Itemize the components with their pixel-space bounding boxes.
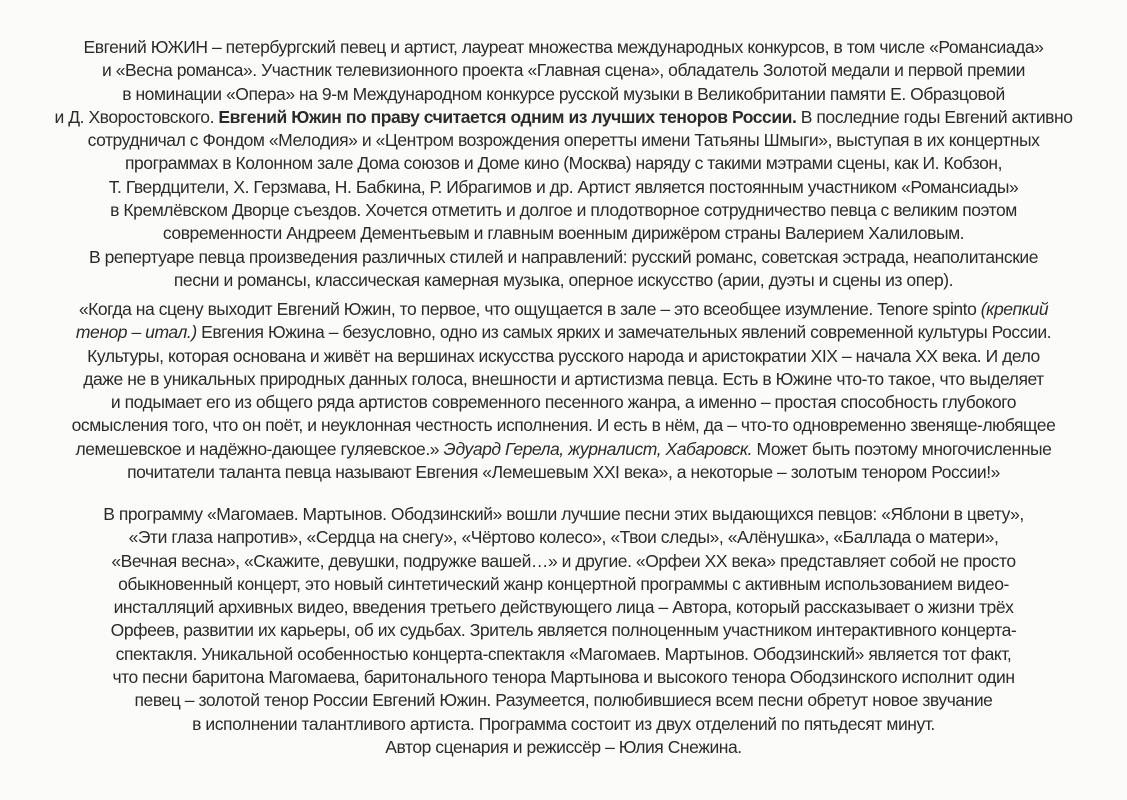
text-line: [0, 503, 1127, 526]
text-segment: Евгения Южина – безусловно, одно из самых ярких и замечательных явлений современной культуры России.: [196, 322, 1052, 343]
text-line: [0, 106, 1127, 129]
text-segment: песни и романсы, классическая камерная музыка, оперное искусство (арии, дуэты и сцены из опер).: [173, 269, 954, 290]
text-line: [0, 713, 1127, 736]
text-segment: обыкновенный концерт, это новый синтетический жанр концертной программы с активным использованием видео-: [118, 573, 1009, 594]
text-segment: современности Андреем Дементьевым и главным военным дирижёром страны Валерием Халиловым.: [162, 223, 965, 244]
text-segment: В последние годы Евгений активно: [796, 106, 1073, 127]
italic-text: (крепкий: [980, 299, 1049, 319]
text-line: [0, 222, 1127, 245]
text-segment: программах в Колонном зале Дома союзов и Доме кино (Москва) наряду с такими мэтрами сцены, как И. Кобзон,: [125, 153, 1002, 174]
text-line: [0, 152, 1127, 175]
text-segment: «Вечная весна», «Скажите, девушки, подружке вашей…» и другие. «Орфеи XX века» представляет собой не просто: [111, 550, 1016, 571]
text-line: [0, 59, 1127, 82]
italic-text: тенор – итал.): [75, 322, 197, 343]
text-segment: что песни баритона Магомаева, баритонального тенора Мартынова и высокого тенора Ободзинского исполнит один: [112, 667, 1015, 688]
text-segment: «Эти глаза напротив», «Сердца на снегу», «Чёртово колесо», «Твои следы», «Алёнушка», «Баллада о матери»,: [128, 527, 999, 548]
italic-text: Эдуард Герела, журналист, Хабаровск.: [443, 438, 753, 459]
text-segment: В программу «Магомаев. Мартынов. Ободзинский» вошли лучшие песни этих выдающихся певцов: «Яблони в цвету»,: [103, 504, 1024, 524]
text-segment: Евгений ЮЖИН – петербургский певец и артист, лауреат множества международных конкурсов, в том числе «Романсиада»: [83, 37, 1044, 57]
text-segment: в исполнении талантливого артиста. Программа состоит из двух отделений по пятьдесят минут.: [192, 713, 935, 734]
text-segment: и Д. Хворостовского.: [54, 106, 219, 127]
text-line: [0, 246, 1127, 269]
text-line: [0, 36, 1127, 59]
bold-text: Евгений Южин по праву считается одним из лучших теноров России.: [218, 106, 797, 127]
paragraph-biography: [0, 36, 1127, 292]
text-segment: «Когда на сцену выходит Евгений Южин, то первое, что ощущается в зале – это всеобщее изумление. Tenore spinto: [78, 299, 981, 319]
text-segment: Автор сценария и режиссёр – Юлия Снежина.: [385, 736, 742, 757]
text-line: [0, 573, 1127, 596]
text-segment: В репертуаре певца произведения различных стилей и направлений: русский романс, советская эстрада, неаполитанские: [88, 246, 1039, 267]
text-segment: в номинации «Опера» на 9-м Международном конкурсе русской музыки в Великобритании памяти Е. Образцовой: [122, 83, 1005, 104]
text-line: [0, 438, 1127, 461]
text-segment: и «Весна романса». Участник телевизионного проекта «Главная сцена», обладатель Золотой медали и первой премии: [102, 60, 1025, 81]
text-line: [0, 391, 1127, 414]
text-line: [0, 345, 1127, 368]
text-segment: Культуры, которая основана и живёт на вершинах искусства русского народа и аристократии XIX – начала XX века. И дело: [87, 345, 1040, 366]
text-line: [0, 736, 1127, 759]
text-segment: Орфеев, развитии их карьеры, об их судьбах. Зритель является полноценным участником интерактивного концерта-: [110, 620, 1017, 641]
text-line: [0, 619, 1127, 642]
text-line: [0, 550, 1127, 573]
text-line: [0, 129, 1127, 152]
text-line: [0, 643, 1127, 666]
text-segment: даже не в уникальных природных данных голоса, внешности и артистизма певца. Есть в Южине что-то такое, что выделяет: [83, 368, 1044, 389]
paragraph-review-quote: [0, 298, 1127, 484]
text-line: [0, 461, 1127, 484]
text-line: [0, 666, 1127, 689]
text-segment: в Кремлёвском Дворце съездов. Хочется отметить и долгое и плодотворное сотрудничество певца с великим поэтом: [110, 200, 1017, 221]
text-segment: и подымает его из общего ряда артистов современного песенного жанра, а именно – простая способность глубокого: [110, 392, 1017, 413]
text-segment: осмысления того, что он поёт, и неуклонная честность исполнения. И есть в нём, да – что-то одновременно звеняще-любящее: [71, 415, 1056, 436]
text-line: [0, 368, 1127, 391]
text-segment: инсталляций архивных видео, введения третьего действующего лица – Автора, который рассказывает о жизни трёх: [113, 597, 1014, 618]
text-segment: Т. Гвердцители, Х. Герзмава, Н. Бабкина, Р. Ибрагимов и др. Артист является постоянным участником «Романсиады»: [108, 176, 1019, 197]
text-line: [0, 526, 1127, 549]
text-line: [0, 176, 1127, 199]
text-segment: лемешевское и надёжно-дающее гуляевское.»: [75, 438, 444, 459]
text-line: [0, 199, 1127, 222]
text-segment: Может быть поэтому многочисленные: [752, 438, 1052, 459]
paragraph-program-description: [0, 503, 1127, 759]
text-line: [0, 321, 1127, 344]
text-line: [0, 83, 1127, 106]
text-line: [0, 414, 1127, 437]
text-line: [0, 596, 1127, 619]
text-segment: певец – золотой тенор России Евгений Южин. Разумеется, полюбившиеся всем песни обретут новое звучание: [134, 690, 993, 711]
text-segment: спектакля. Уникальной особенностью концерта-спектакля «Магомаев. Мартынов. Ободзинский» является тот факт,: [115, 643, 1012, 664]
text-line: [0, 689, 1127, 712]
text-line: [0, 298, 1127, 321]
text-segment: сотрудничал с Фондом «Мелодия» и «Центром возрождения оперетты имени Татьяны Шмыги», выступая в их концертных: [87, 130, 1040, 151]
text-segment: почитатели таланта певца называют Евгения «Лемешевым XXI века», а некоторые – золотым тенором России!»: [127, 462, 1000, 483]
text-line: [0, 269, 1127, 292]
